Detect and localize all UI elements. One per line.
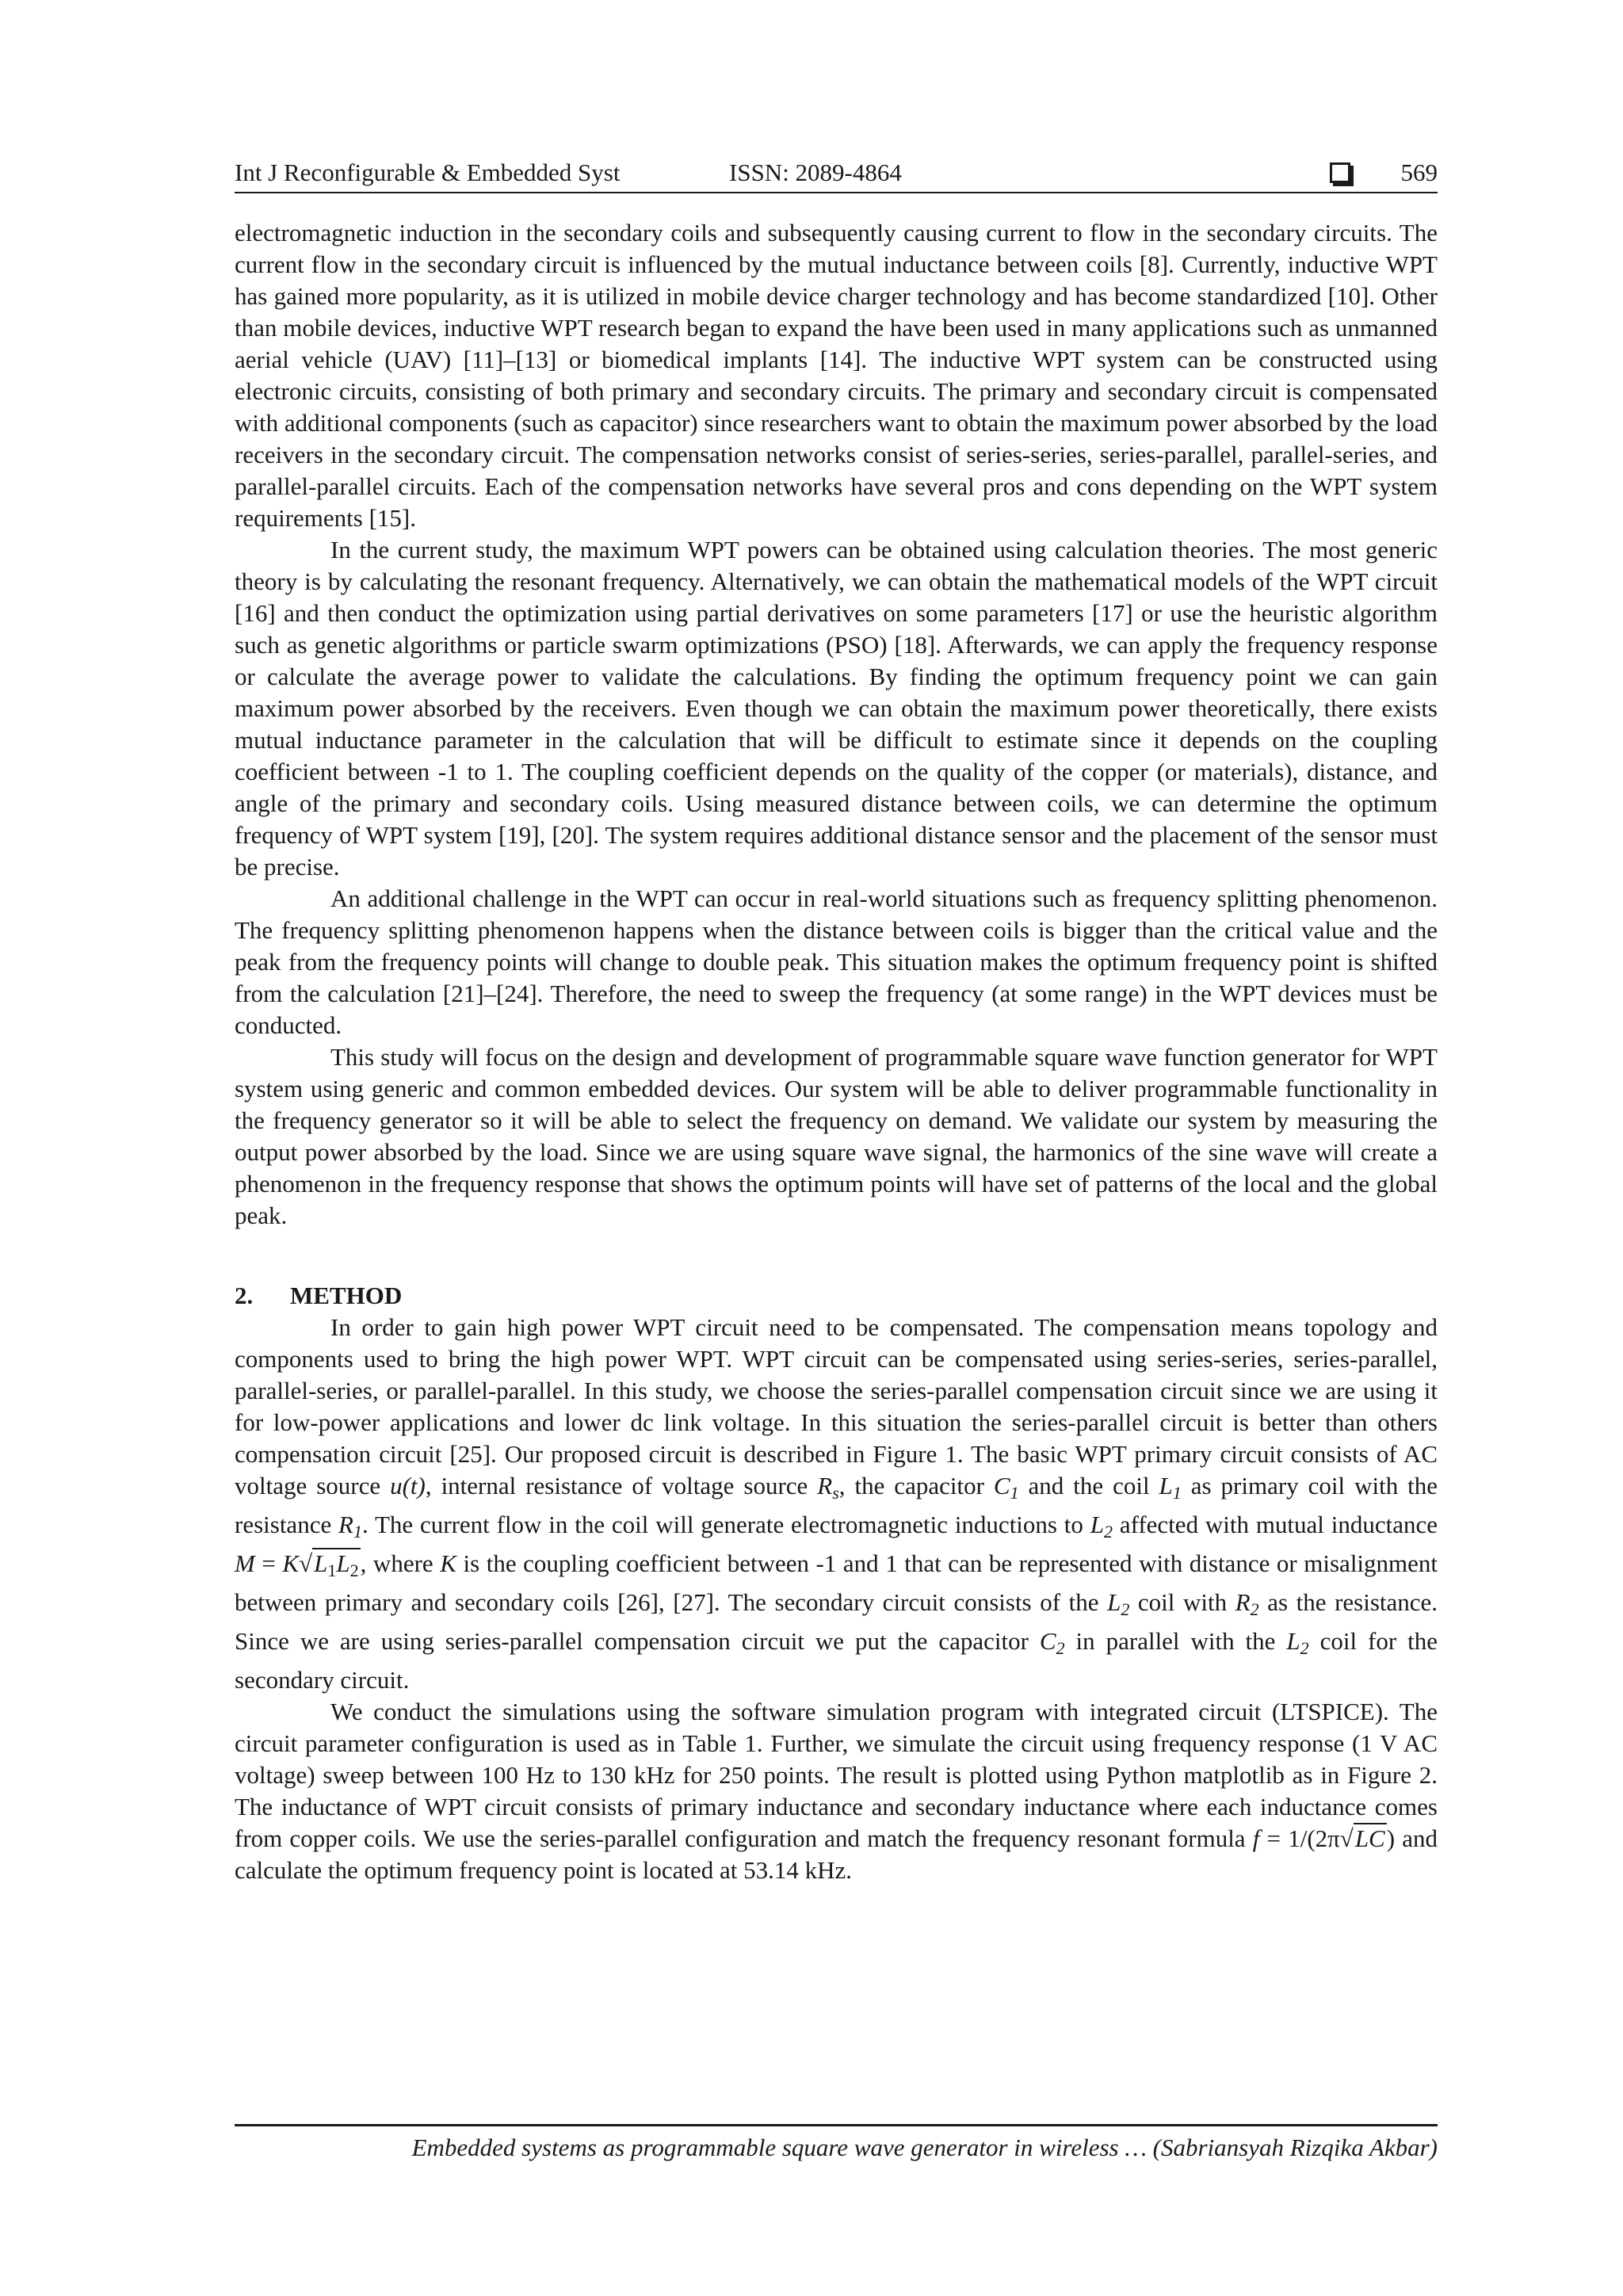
- running-header: [235, 155, 1438, 190]
- issn: ISSN: 2089-4864: [729, 159, 902, 186]
- paragraph-5: In order to gain high power WPT circuit need to be compensated. The compensation means topology and components used to bring the high power WPT. WPT circuit can be compensated using series-series, series-parallel, parallel-series, or parallel-parallel. In this study, we choose the series-parallel compensation circuit since we are using it for low-power applications and lower dc link voltage. In this situation the series-parallel circuit is better than others compensation circuit [25]. Our proposed circuit is described in Figure 1. The basic WPT primary circuit consists of AC voltage source u(t), internal resistance of voltage source $R_s$, the capacitor $C_1$ and the coil $L_1$ as primary coil with the resistance $R_1$. The current flow in the coil will generate electromagnetic inductions to $L_2$ affected with mutual inductance M = K√L1L2, where K is the coupling coefficient between -1 and 1 that can be represented with distance or misalignment between primary and secondary coils [26], [27]. The secondary circuit consists of the $L_2$ coil with $R_2$ as the resistance. Since we are using series-parallel compensation circuit we put the capacitor $C_2$ in parallel with the $L_2$ coil for the secondary circuit.: [235, 1313, 1438, 1694]
- header-rule: [235, 192, 1438, 193]
- running-footer: Embedded systems as programmable square wave generator in wireless … (Sabriansyah Rizqika Akbar): [411, 2134, 1438, 2161]
- journal-name: Int J Reconfigurable & Embedded Syst: [235, 159, 621, 186]
- paragraph-6: We conduct the simulations using the software simulation program with integrated circuit (LTSPICE). The circuit parameter configuration is used as in Table 1. Further, we simulate the circuit using frequency response (1 V AC voltage) sweep between 100 Hz to 130 kHz for 250 points. The result is plotted using Python matplotlib as in Figure 2. The inductance of WPT circuit consists of primary inductance and secondary inductance where each inductance comes from copper coils. We use the series-parallel configuration and match the frequency resonant formula f = 1/(2π√LC) and calculate the optimum frequency point is located at 53.14 kHz.: [235, 1698, 1438, 1884]
- section-heading: [235, 1280, 1438, 1312]
- paragraph-1: electromagnetic induction in the secondary coils and subsequently causing current to flow in the secondary circuits. The current flow in the secondary circuit is influenced by the mutual inductance between coils [8]. Currently, inductive WPT has gained more popularity, as it is utilized in mobile device charger technology and has become standardized [10]. Other than mobile devices, inductive WPT research began to expand the have been used in many applications such as unmanned aerial vehicle (UAV) [11]–[13] or biomedical implants [14]. The inductive WPT system can be constructed using electronic circuits, consisting of both primary and secondary circuits. The primary and secondary circuit is compensated with additional components (such as capacitor) since researchers want to obtain the maximum power absorbed by the load receivers in the secondary circuit. The compensation networks consist of series-series, series-parallel, parallel-series, and parallel-parallel circuits. Each of the compensation networks have several pros and cons depending on the WPT system requirements [15].: [235, 219, 1438, 532]
- paragraph-4: This study will focus on the design and development of programmable square wave function generator for WPT system using generic and common embedded devices. Our system will be able to deliver programmable functionality in the frequency generator so it will be able to select the frequency on demand. We validate our system by measuring the output power absorbed by the load. Since we are using square wave signal, the harmonics of the sine wave will create a phenomenon in the frequency response that shows the optimum points will have set of patterns of the local and the global peak.: [235, 1043, 1438, 1229]
- footer-rule: [235, 2124, 1438, 2126]
- paragraph-3: An additional challenge in the WPT can occur in real-world situations such as frequency splitting phenomenon. The frequency splitting phenomenon happens when the distance between coils is bigger than the critical value and the peak from the frequency points will change to double peak. This situation makes the optimum frequency point is shifted from the calculation [21]–[24]. Therefore, the need to sweep the frequency (at some range) in the WPT devices must be conducted.: [235, 884, 1438, 1039]
- section-number: 2.: [235, 1282, 254, 1309]
- math-ut: u(t): [390, 1472, 426, 1499]
- resonant-frequency-formula: f = 1/(2π√LC): [1252, 1824, 1396, 1852]
- paragraph-2: In the current study, the maximum WPT powers can be obtained using calculation theories. The most generic theory is by calculating the resonant frequency. Alternatively, we can obtain the mathematical models of the WPT circuit [16] and then conduct the optimization using partial derivatives on some parameters [17] or use the heuristic algorithm such as genetic algorithms or particle swarm optimizations (PSO) [18]. Afterwards, we can apply the frequency response or calculate the average power to validate the calculations. By finding the optimum frequency point we can gain maximum power absorbed by the receivers. Even though we can obtain the maximum power theoretically, there exists mutual inductance parameter in the calculation that will be difficult to estimate since it depends on the coupling coefficient between -1 to 1. The coupling coefficient depends on the quality of the copper (or materials), distance, and angle of the primary and secondary coils. Using measured distance between coils, we can determine the optimum frequency of WPT system [19], [20]. The system requires additional distance sensor and the placement of the sensor must be precise.: [235, 536, 1438, 881]
- checkbox-square-icon: [1330, 162, 1350, 183]
- section-title: METHOD: [290, 1282, 403, 1309]
- mutual-inductance-formula: M = K√L1L2: [235, 1549, 359, 1580]
- body-text: [235, 217, 1438, 1886]
- page-number: 569: [1400, 159, 1438, 186]
